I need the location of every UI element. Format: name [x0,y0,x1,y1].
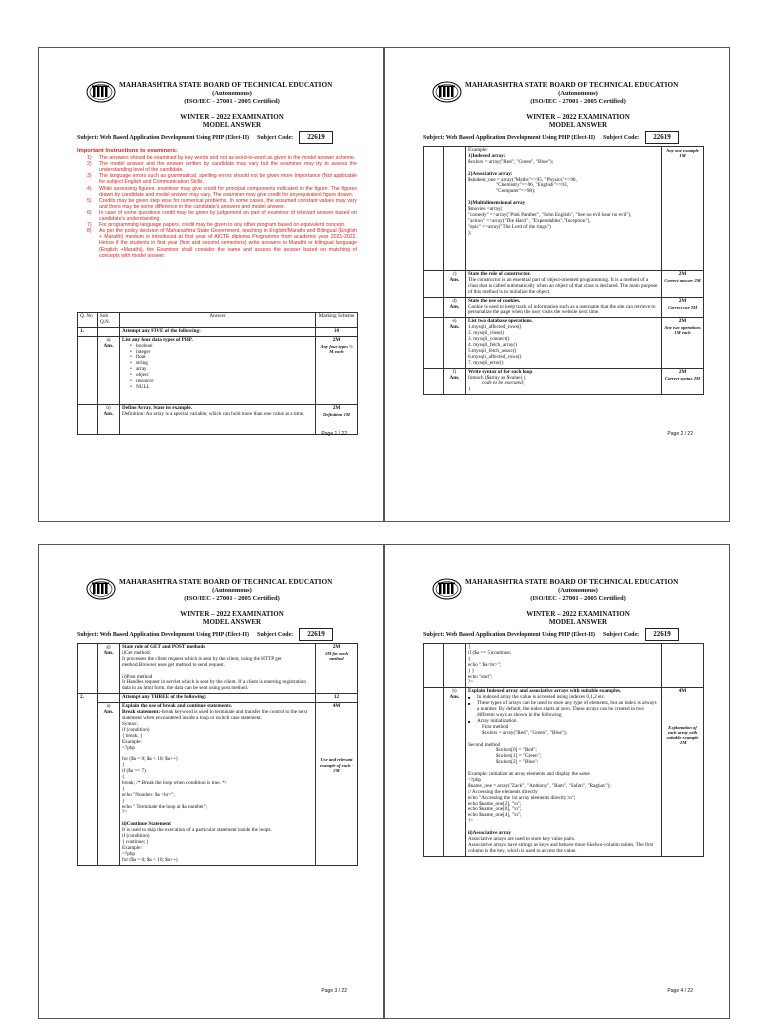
answer-a: Explain the use of break and continue statements. Break statement:-break keyword is used to terminate and transfer the control to the next statement when encountered inside a loop or switch case statement. Syntax: if (condition) { break; } Example: <?php for ($a = 0; $a < 10; $a++) { if ($a == 7) { break; /* Break the loop when condition is true. */ } echo "Number: $a <br>"; } echo " Terminate the loop at $a number"; ?> ii)Continue Statement It is used to skip the execution of a particular statement inside the loops. if (condition) { continue; } Example: <?php for ($a = 0; $a < 10; $a++) [120,703,316,865]
question-title: Attempt any THREE of the following: [120,694,316,703]
exam-title: WINTER – 2022 EXAMINATION [526,113,630,121]
code-line: } [122,785,125,792]
page-header [39,573,384,643]
question-marks: 10 [316,327,358,336]
q-number: 2. [78,694,98,865]
answer-d: State the use of cookies. Cookie is used to keep track of information such as a username that the site can retrieve to personalize the page when the user visits the website next time. [466,297,662,318]
question-a-title: List any four data types of PHP. [122,336,193,343]
code-line: break; /* Break the loop when condition is true. */ [122,779,227,786]
bullet-item: ■ In indexed array the value is accessed using indexes 0,1,2 etc. [468,695,659,701]
sub-question-b: b) Ans. [98,404,120,434]
code-line: } [122,797,125,804]
autonomous-label: (Autonomous) [212,90,252,97]
code-line: ?> [468,679,474,686]
instruction-item: 7) For programming language papers, credit may be given to any other program based on equivalent concept. [87,222,346,229]
board-title: MAHARASHTRA STATE BOARD OF TECHNICAL EDUCATION [465,81,679,89]
sub-question-b: b) Ans. [444,688,466,856]
code-line: if ($a == 7) [122,768,146,775]
col-q-header: Q. No [78,313,98,328]
db-operation-item: 1.mysqli_affected_rows() [468,324,522,331]
page-header [385,573,730,643]
marks-example: Any one example 1M [662,147,704,271]
code-line: { continue; } [122,839,149,845]
code-line: if (condition) [122,726,150,733]
subject-label: Subject: Web Based Application Development Using PHP (Elect-II) [423,135,596,141]
document-page-4 [384,544,730,1019]
instruction-item: 8) As per the policy decision of Maharashtra State Government, teaching in English/Marathi and Bilingual (English + Marathi) medium is introduced at first year of AICTE diploma Programme from academic year 2021-2022. Hence if the students in first year (first and second semesters) write answers in Marathi or bilingual language (English +Marathi), the Examiner shall consider the same and assess the answer based on matching of concepts with model answer. [87,228,357,259]
sub-question-a: a) Ans. [98,336,120,404]
data-type-item: • resource [130,379,313,385]
sub-question-a: a) Ans. [98,703,120,865]
code-line: Example: [122,738,142,745]
data-type-item: • float [130,355,313,361]
answer-b-text: Definition: An array is a special variable, which can hold more than one value at a time. [122,410,305,417]
data-type-item: • object [130,373,313,379]
answer-b [120,404,316,434]
data-type-item: • string [130,361,313,367]
code-line: { [468,644,471,650]
array-examples: Example: 1)Indexed array: $colors = array("Red", "Green", "Blue"); 2)Associative array: $student_one = array("Maths"=>95, "Physics"=>90, "Chemistry"=>96, "English"=>93, "Computer"=>98); 3)Multidimensional array $movies =array( "comedy" =>array("Pink Panther", "John English", "See no evil hear no evil"), "action" =>array("Die Hard" , "Expendables","Inception"), "epic" =>array("The Lord of the rings") ); [466,147,662,271]
page-header [39,76,384,146]
code-line: echo "Accessing the 1st array elements directly:\n"; [468,794,576,801]
iso-label: (ISO/IEC - 27001 - 2005 Certified) [530,98,626,105]
code-line: $colors[2] = "Blue"; [496,759,539,766]
data-type-item: • boolean [130,344,313,350]
marks-a: 4M Use and relevant example of each - 2M [316,703,358,865]
instruction-item: 2) The model answer and the answer written by candidate may vary but the examiner may try to assess the understanding level of the candidate. [87,161,357,174]
sub-question-e: e) Ans. [444,318,466,368]
code-line: { [122,762,125,769]
bullet-item: ■ Array initialization [468,719,659,725]
answer-table [77,643,358,866]
subject-code-box: 22619 [645,131,679,144]
code-line: for ($a = 0; $a < 10; $a++) [122,856,178,863]
db-operation-item: 6.mysqli_affected_rows() [468,353,522,360]
board-title: MAHARASHTRA STATE BOARD OF TECHNICAL EDUCATION [119,578,333,586]
data-type-item: • integer [130,350,313,356]
marks-c: 2M Correct answer 2M [662,271,704,298]
second-method-code [468,748,659,766]
answer-c: State the role of constructor. The constructor is an essential part of object-oriented programming. It is a method of a class that is called automatically when an object of that class is declared. The main purpose of this method is to initialize the object. [466,271,662,298]
db-operation-item: 7. mysqli_error() [468,359,504,366]
board-title: MAHARASHTRA STATE BOARD OF TECHNICAL EDUCATION [465,578,679,586]
sub-question-g: g) Ans. [98,644,120,694]
subject-code-label: Subject Code: [603,135,640,141]
code-line: if ($a == 5)continue; [468,649,512,656]
document-page-1 [38,47,384,522]
col-marks-header: Marking Scheme [316,313,358,328]
bullet-item: ■ These types of arrays can be used to store any type of elements, but an index is always a number. By default, the index starts at zero. These arrays can be created in two different ways as shown in the following [468,701,659,719]
subject-code-box: 22619 [299,131,333,144]
sub-question-f: f) Ans. [444,368,466,395]
page-number: Page 3 / 22 [321,988,347,994]
code-line: <?php [122,744,136,751]
code-line: echo $name_one[0], "\n"; [468,806,522,813]
subject-code-box: 22619 [299,628,333,641]
break-example-code [122,728,313,817]
q-number: 1. [78,327,98,336]
code-line: echo $name_one[4], "\n"; [468,812,522,819]
autonomous-label: (Autonomous) [212,587,252,594]
answer-f: Write syntax of for each loop foreach ($array as $value) { code to be executed; } [466,368,662,395]
marks-d: 2M Correct use 2M [662,297,704,318]
marks-e: 2M Any two operations 1M each [662,318,704,368]
code-line: { break; } [122,732,143,739]
instructions-list [77,155,357,259]
code-line: $name_one = array("Zack", "Anthony", "Ram", "Salim", "Raghav"); [468,782,611,789]
answer-a [120,336,316,404]
page-number: Page 2 / 22 [667,431,693,437]
code-line: { [122,774,125,781]
instruction-item: 6) In case of some questions credit may be given by judgement on part of examiner of relevant answer based on candidate's understanding. [87,209,357,223]
answer-e: List two database operations. 1.mysqli_affected_rows() 2. mysqli_close() 3. mysqli_connect() 4. mysqli_fetch_array() 5.mysqli_fetch_assoc() 6.mysqli_affected_rows() 7. mysqli_error() [466,318,662,368]
marks-g: 2M 1M for each method [316,644,358,694]
examiner-instructions [77,148,357,259]
instruction-item: 1) The answers should be examined by key words and not as word-to-word as given in the model answer scheme. [87,155,356,162]
exam-title: WINTER – 2022 EXAMINATION [180,610,284,618]
instruction-item: 3) The language errors such as grammatical, spelling errors should not be given more Importance (Not applicable for subject English and Communication Skills. [87,173,357,186]
marks-a: 2M Any four types ½ M each [316,336,358,404]
code-line: echo "Number: $a <br>"; [122,791,175,798]
board-title: MAHARASHTRA STATE BOARD OF TECHNICAL EDUCATION [119,81,333,89]
db-operation-item: 3. mysqli_connect() [468,336,510,343]
sub-question-d: d) Ans. [444,297,466,318]
code-line: echo $name_one[2], "\n"; [468,800,522,807]
continue-example-code [122,834,313,864]
subject-code-box: 22619 [645,628,679,641]
model-answer-label: MODEL ANSWER [548,618,608,626]
code-line: if (condition) [122,833,150,840]
subject-label: Subject: Web Based Application Development Using PHP (Elect-II) [77,135,250,141]
code-line: <?php [122,850,136,857]
model-answer-label: MODEL ANSWER [548,121,608,129]
page-header [385,76,730,146]
continue-example-tail [466,644,662,688]
exam-title: WINTER – 2022 EXAMINATION [526,610,630,618]
col-sub-header: Sub Q.N. [98,313,120,328]
model-answer-label: MODEL ANSWER [202,121,262,129]
code-line: $colors[1] = "Green"; [496,753,542,760]
marks-b: 4M Explanation of each array with suitable example -2M [662,688,704,856]
indexed-array-example-code [468,778,659,825]
col-answer-header: Answer [120,313,316,328]
subject-label: Subject: Web Based Application Development Using PHP (Elect-II) [77,632,250,638]
page-number: Page 1 / 22 [321,431,347,437]
data-type-item: • NULL [130,385,313,391]
code-line: ?> [122,809,128,816]
page-number: Page 4 / 22 [667,988,693,994]
document-page-3 [38,544,384,1019]
iso-label: (ISO/IEC - 27001 - 2005 Certified) [530,595,626,602]
model-answer-label: MODEL ANSWER [202,618,262,626]
question-marks: 12 [316,694,358,703]
question-b-title: Define Array. State its example. [122,404,193,411]
data-type-item: • array [130,367,313,373]
code-line: } } [468,667,475,674]
code-line: // Accessing the elements directly [468,788,538,795]
subject-code-label: Subject Code: [257,632,294,638]
db-operation-item: 2. mysqli_close() [468,330,505,337]
code-line: for ($a = 0; $a < 10; $a++) [122,756,178,763]
exam-title: WINTER – 2022 EXAMINATION [180,113,284,121]
instruction-item: 5) Credits may be given step wise for numerical problems. In some cases, the assumed constant values may vary and there may be some difference in the candidate's answers and model answer. [87,197,357,210]
code-line: echo "end"; [468,673,493,680]
code-line: ?> [468,818,474,825]
sub-question-c: c) Ans. [444,271,466,298]
iso-label: (ISO/IEC - 27001 - 2005 Certified) [184,98,280,105]
db-operations-list [468,325,659,366]
autonomous-label: (Autonomous) [558,587,598,594]
code-line: Example: [122,844,142,851]
answer-b: Explain Indexed array and associative arrays with suitable examples. ■ In indexed array the value is accessed using indexes 0,1,2 etc. ■ These types of arrays can be used to store any type of elements, but an index is always a number. By default, the index starts at zero. These arrays can be created in two different ways as shown in the following ■ Array initialization First method $colors = array("Red", "Green", "Blue"); Second method $colors[0] = "Red"; $colors[1] = "Green"; $colors[2] = "Blue"; Example: initialize an array elements and display the same <?php $name_one = array("Zack", "Anthony", "Ram", "Salim", "Raghav"); // Accessing the elements directly echo "Accessing the 1st array elements directly:\n"; echo $name_one[2], "\n"; echo $name_one[0], "\n"; echo $name_one[4], "\n"; ?> ii)Associative array Associative arrays are used to store key value pairs. Associative arrays have strings as keys and behave more likelwo-column tables. The first column is the key, which is used to access the value. [466,688,662,856]
code-line: echo " Terminate the loop at $a number"; [122,803,208,810]
db-operation-item: 4. mysqli_fetch_array() [468,341,517,348]
autonomous-label: (Autonomous) [558,90,598,97]
subject-code-label: Subject Code: [603,632,640,638]
iso-label: (ISO/IEC - 27001 - 2005 Certified) [184,595,280,602]
instruction-item: 4) While assessing figures, examiner may give credit for principal components indicated in the figure. The figures drawn by candidate and model answer may vary. The examiner may give credit for anyequivalent figure drawn. [87,185,357,198]
answer-table [423,146,704,395]
code-line: { [468,655,471,662]
code-line: <?php [468,776,482,783]
indexed-array-points [468,695,659,725]
subject-code-label: Subject Code: [257,135,294,141]
answer-table [77,312,358,435]
answer-table [423,643,704,857]
question-title: Attempt any FIVE of the following: [120,327,316,336]
db-operation-item: 5.mysqli_fetch_assoc() [468,347,517,354]
instructions-title: Important Instructions to examiners: [77,148,178,154]
marks-f: 2M Correct syntax 2M [662,368,704,395]
code-line: $colors[0] = "Red"; [496,747,537,754]
document-page-2 [384,47,730,522]
code-line: echo " $a<br>"; [468,661,502,668]
data-types-list [122,344,313,391]
answer-g: State role of GET and POST methods i)Get method: It processes the client request which is sent by the client, using the HTTP get method.Browser uses get method to send request. ii)Post method It Handles request in servlet which is sent by the client. If a client is entering registration data in an html form, the data can be sent using post method. [120,644,316,694]
subject-label: Subject: Web Based Application Development Using PHP (Elect-II) [423,632,596,638]
marks-b: 2M Definition 1M [316,404,358,434]
